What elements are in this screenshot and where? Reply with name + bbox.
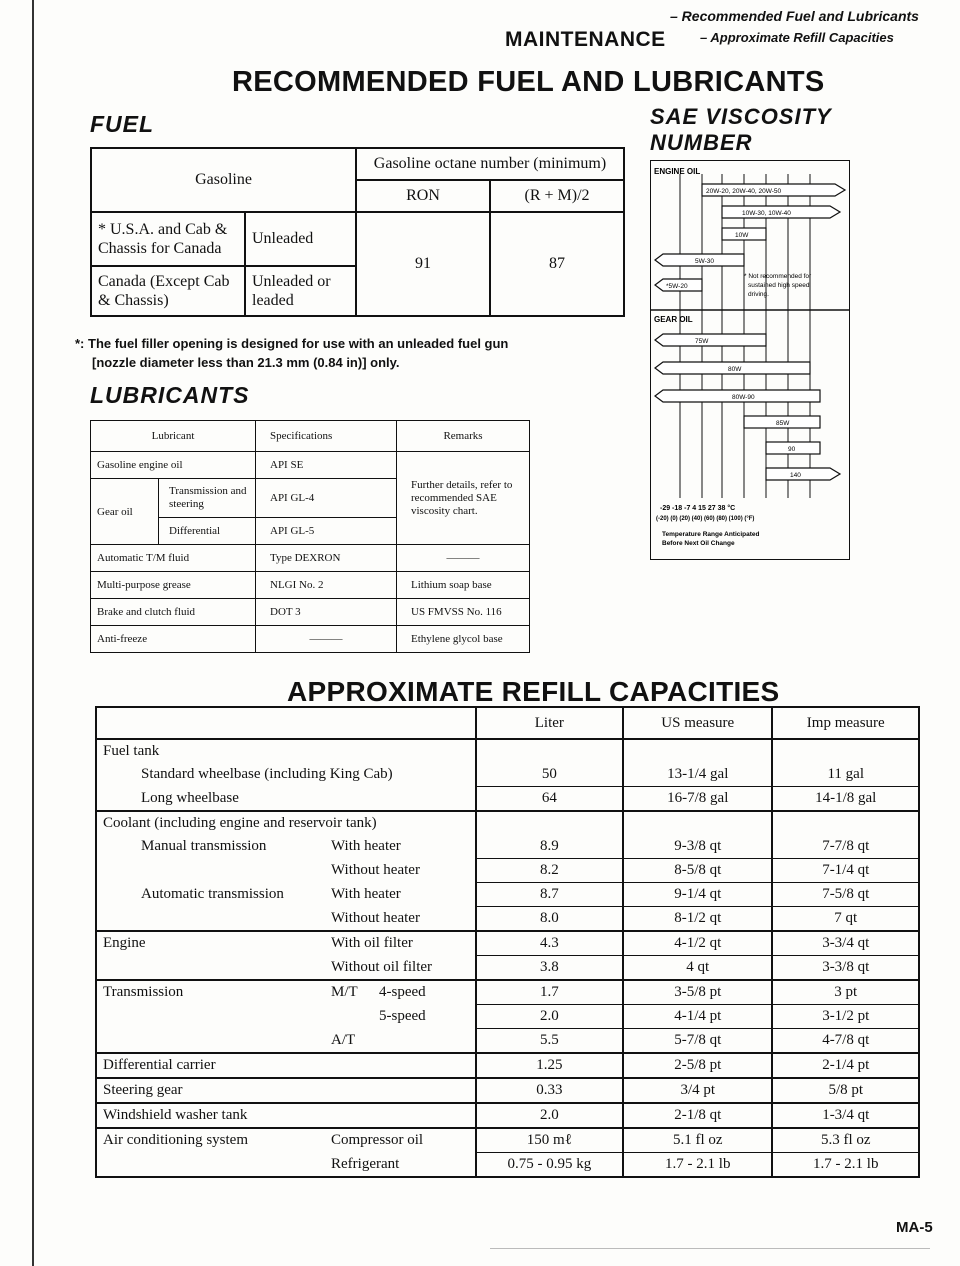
fuel-note-line2: [nozzle diameter less than 21.3 mm (0.84 in)] only.	[92, 355, 400, 370]
refill-fuel-std-liter: 50	[476, 763, 623, 787]
refill-cool-at-wh-liter: 8.7	[476, 883, 623, 907]
refill-coolant: Coolant (including engine and reservoir tank)	[96, 811, 476, 835]
fuel-heading: FUEL	[90, 111, 155, 137]
refill-tr4-us: 3-5/8 pt	[623, 980, 772, 1005]
refill-fuel-long-imp: 14-1/8 gal	[772, 787, 919, 812]
fuel-note-line1: *: The fuel filler opening is designed for use with an unleaded fuel gun	[75, 336, 509, 351]
lub-row-atf: Automatic T/M fluid	[91, 545, 256, 572]
refill-cool-at-woh-imp: 7 qt	[772, 907, 919, 932]
refill-aircon: Air conditioning system	[103, 1132, 248, 1149]
refill-at-with-heater: With heater	[331, 886, 401, 902]
refill-4speed: 4-speed	[379, 984, 426, 1001]
sae-bar-10w30: 10W-30, 10W-40	[742, 210, 791, 217]
refill-cool-mt-woh-us: 8-5/8 qt	[623, 859, 772, 883]
refill-mt-with-heater: With heater	[331, 838, 401, 855]
refill-cool-mt-wh-liter: 8.9	[476, 835, 623, 859]
sae-heading-line1: SAE VISCOSITY	[650, 104, 832, 129]
refill-cool-at-woh-us: 8-1/2 qt	[623, 907, 772, 932]
refill-eng-wof-imp: 3-3/8 qt	[772, 956, 919, 981]
sae-gear-bars	[655, 334, 840, 480]
refill-ac-ref-liter: 0.75 - 0.95 kg	[476, 1153, 623, 1178]
refill-5speed: 5-speed	[96, 1005, 476, 1029]
lub-remarks-atf: ———	[397, 545, 530, 572]
refill-table	[95, 706, 920, 1178]
fuel-col-ron: RON	[356, 180, 490, 212]
refill-washer-imp: 1-3/4 qt	[772, 1103, 919, 1128]
refill-washer-us: 2-1/8 qt	[623, 1103, 772, 1128]
refill-trat-us: 5-7/8 qt	[623, 1029, 772, 1054]
refill-diff-imp: 2-1/4 pt	[772, 1053, 919, 1078]
lub-spec-atf: Type DEXRON	[256, 545, 397, 572]
refill-cool-mt-woh-imp: 7-1/4 qt	[772, 859, 919, 883]
refill-eng-wof-us: 4 qt	[623, 956, 772, 981]
fuel-col-gasoline: Gasoline	[91, 148, 356, 212]
lub-spec-antifreeze: ———	[256, 626, 397, 653]
refill-eng-wf-imp: 3-3/4 qt	[772, 931, 919, 956]
refill-cool-at-wh-us: 9-1/4 qt	[623, 883, 772, 907]
sae-bar-90: 90	[788, 446, 796, 453]
sae-footnote-2: sustained high speed	[748, 282, 810, 289]
refill-fuel-std-label: Standard wheelbase (including King Cab)	[96, 763, 476, 787]
fuel-col-octane: Gasoline octane number (minimum)	[356, 148, 624, 180]
fuel-row2-market: Canada (Except Cab & Chassis)	[91, 266, 245, 316]
lub-row-antifreeze: Anti-freeze	[91, 626, 256, 653]
refill-cool-at-woh-liter: 8.0	[476, 907, 623, 932]
refill-tr4-imp: 3 pt	[772, 980, 919, 1005]
sae-bar-85w: 85W	[776, 420, 790, 427]
refill-steer-us: 3/4 pt	[623, 1078, 772, 1103]
refill-tr5-us: 4-1/4 pt	[623, 1005, 772, 1029]
refill-engine: Engine	[103, 935, 146, 952]
refill-eng-wf-liter: 4.3	[476, 931, 623, 956]
refill-diff-label: Differential carrier	[96, 1053, 476, 1078]
refill-eng-wof-liter: 3.8	[476, 956, 623, 981]
lub-remarks-antifreeze: Ethylene glycol base	[397, 626, 530, 653]
sae-bar-20w: 20W-20, 20W-40, 20W-50	[706, 188, 782, 195]
refill-trat-imp: 4-7/8 qt	[772, 1029, 919, 1054]
refill-tr5-liter: 2.0	[476, 1005, 623, 1029]
sae-bar-80w90: 80W-90	[732, 394, 755, 401]
refill-ac-ref-label: Refrigerant	[96, 1153, 476, 1178]
refill-trat-liter: 5.5	[476, 1029, 623, 1054]
refill-fuel-long-us: 16-7/8 gal	[623, 787, 772, 812]
sae-temp-f: (-20) (0) (20) (40) (60) (80) (100) (°F)	[656, 516, 755, 522]
lub-gear-differential: Differential	[159, 518, 256, 545]
refill-col-us: US measure	[623, 707, 772, 739]
refill-eng-wf-us: 4-1/2 qt	[623, 931, 772, 956]
header-subtitle-fuel: – Recommended Fuel and Lubricants	[670, 8, 919, 24]
sae-footnote-3: driving.	[748, 291, 769, 298]
refill-cool-mt-woh-liter: 8.2	[476, 859, 623, 883]
header-section: MAINTENANCE	[505, 28, 666, 51]
lub-col-remarks: Remarks	[397, 421, 530, 452]
margin-rule	[32, 0, 34, 1266]
sae-caption-2: Before Next Oil Change	[662, 540, 735, 547]
sae-heading	[650, 104, 832, 156]
refill-cool-at-wh-imp: 7-5/8 qt	[772, 883, 919, 907]
footer-rule	[490, 1248, 930, 1249]
refill-tr4-liter: 1.7	[476, 980, 623, 1005]
refill-ac-comp-label: Compressor oil	[331, 1132, 424, 1149]
lub-remarks-grease: Lithium soap base	[397, 572, 530, 599]
refill-col-item	[96, 707, 476, 739]
lubricants-table	[90, 420, 530, 653]
refill-mt: M/T	[331, 984, 358, 1001]
sae-temp-c: -29 -18 -7 4 15 27 38 °C	[660, 505, 736, 512]
lub-spec-grease: NLGI No. 2	[256, 572, 397, 599]
refill-washer-label: Windshield washer tank	[96, 1103, 476, 1128]
refill-diff-liter: 1.25	[476, 1053, 623, 1078]
fuel-col-rm2: (R + M)/2	[490, 180, 624, 212]
lub-row-engine-oil: Gasoline engine oil	[91, 452, 256, 479]
fuel-row1-market: * U.S.A. and Cab & Chassis for Canada	[91, 212, 245, 266]
header-subtitle-refill: – Approximate Refill Capacities	[700, 30, 894, 45]
refill-automatic: Automatic transmission	[141, 886, 284, 902]
refill-fuel-std-us: 13-1/4 gal	[623, 763, 772, 787]
sae-bar-10w: 10W	[735, 232, 749, 239]
refill-steer-imp: 5/8 pt	[772, 1078, 919, 1103]
lub-col-lubricant: Lubricant	[91, 421, 256, 452]
refill-fuel-long-label: Long wheelbase	[96, 787, 476, 812]
lubricants-heading: LUBRICANTS	[90, 382, 250, 408]
refill-cool-mt-wh-imp: 7-7/8 qt	[772, 835, 919, 859]
lub-spec-differential: API GL-5	[256, 518, 397, 545]
refill-steer-label: Steering gear	[96, 1078, 476, 1103]
lub-row-grease: Multi-purpose grease	[91, 572, 256, 599]
lub-remarks-brake: US FMVSS No. 116	[397, 599, 530, 626]
lub-gear-transmission: Transmission and steering	[159, 479, 256, 518]
lub-spec-gear-transmission: API GL-4	[256, 479, 397, 518]
lub-spec-engine-oil: API SE	[256, 452, 397, 479]
fuel-note	[75, 334, 595, 372]
refill-washer-liter: 2.0	[476, 1103, 623, 1128]
refill-cool-mt-wh-us: 9-3/8 qt	[623, 835, 772, 859]
fuel-rm2-value: 87	[490, 212, 624, 316]
refill-ac-comp-imp: 5.3 fl oz	[772, 1128, 919, 1153]
refill-steer-liter: 0.33	[476, 1078, 623, 1103]
sae-footnote-1: * Not recommended for	[744, 273, 812, 280]
refill-ac-ref-us: 1.7 - 2.1 lb	[623, 1153, 772, 1178]
sae-heading-line2: NUMBER	[650, 130, 753, 155]
sae-viscosity-chart	[650, 160, 850, 560]
lub-row-brake: Brake and clutch fluid	[91, 599, 256, 626]
refill-diff-us: 2-5/8 pt	[623, 1053, 772, 1078]
fuel-row2-type: Unleaded or leaded	[245, 266, 356, 316]
sae-gear-oil-label: GEAR OIL	[654, 315, 693, 324]
sae-caption-1: Temperature Range Anticipated	[662, 531, 760, 538]
sae-bar-75w: 75W	[695, 338, 709, 345]
sae-bar-80w: 80W	[728, 366, 742, 373]
refill-tr5-imp: 3-1/2 pt	[772, 1005, 919, 1029]
page-title: RECOMMENDED FUEL AND LUBRICANTS	[232, 66, 825, 98]
lub-gear-oil: Gear oil	[91, 479, 159, 545]
lub-spec-brake: DOT 3	[256, 599, 397, 626]
fuel-row1-type: Unleaded	[245, 212, 356, 266]
refill-manual: Manual transmission	[141, 838, 267, 855]
lub-col-spec: Specifications	[256, 421, 397, 452]
refill-col-imp: Imp measure	[772, 707, 919, 739]
refill-fuel-long-liter: 64	[476, 787, 623, 812]
refill-ac-comp-liter: 150 mℓ	[476, 1128, 623, 1153]
sae-bar-5w30: 5W-30	[695, 258, 715, 265]
fuel-table	[90, 147, 625, 317]
refill-ac-ref-imp: 1.7 - 2.1 lb	[772, 1153, 919, 1178]
fuel-ron-value: 91	[356, 212, 490, 316]
refill-at: A/T	[96, 1029, 476, 1054]
sae-bar-140: 140	[790, 472, 801, 479]
refill-transmission: Transmission	[103, 984, 184, 1001]
refill-mt-without-heater: Without heater	[96, 859, 476, 883]
sae-engine-oil-label: ENGINE OIL	[654, 167, 701, 176]
lub-remarks-merged: Further details, refer to recommended SAE viscosity chart.	[397, 452, 530, 545]
refill-at-without-heater: Without heater	[96, 907, 476, 932]
refill-ac-comp-us: 5.1 fl oz	[623, 1128, 772, 1153]
refill-fuel-tank: Fuel tank	[96, 739, 476, 763]
refill-without-filter: Without oil filter	[96, 956, 476, 981]
refill-fuel-std-imp: 11 gal	[772, 763, 919, 787]
refill-with-filter: With oil filter	[331, 935, 413, 952]
page-number: MA-5	[896, 1219, 933, 1236]
refill-title: APPROXIMATE REFILL CAPACITIES	[287, 676, 780, 707]
sae-bar-5w20: *5W-20	[666, 283, 688, 290]
refill-col-liter: Liter	[476, 707, 623, 739]
